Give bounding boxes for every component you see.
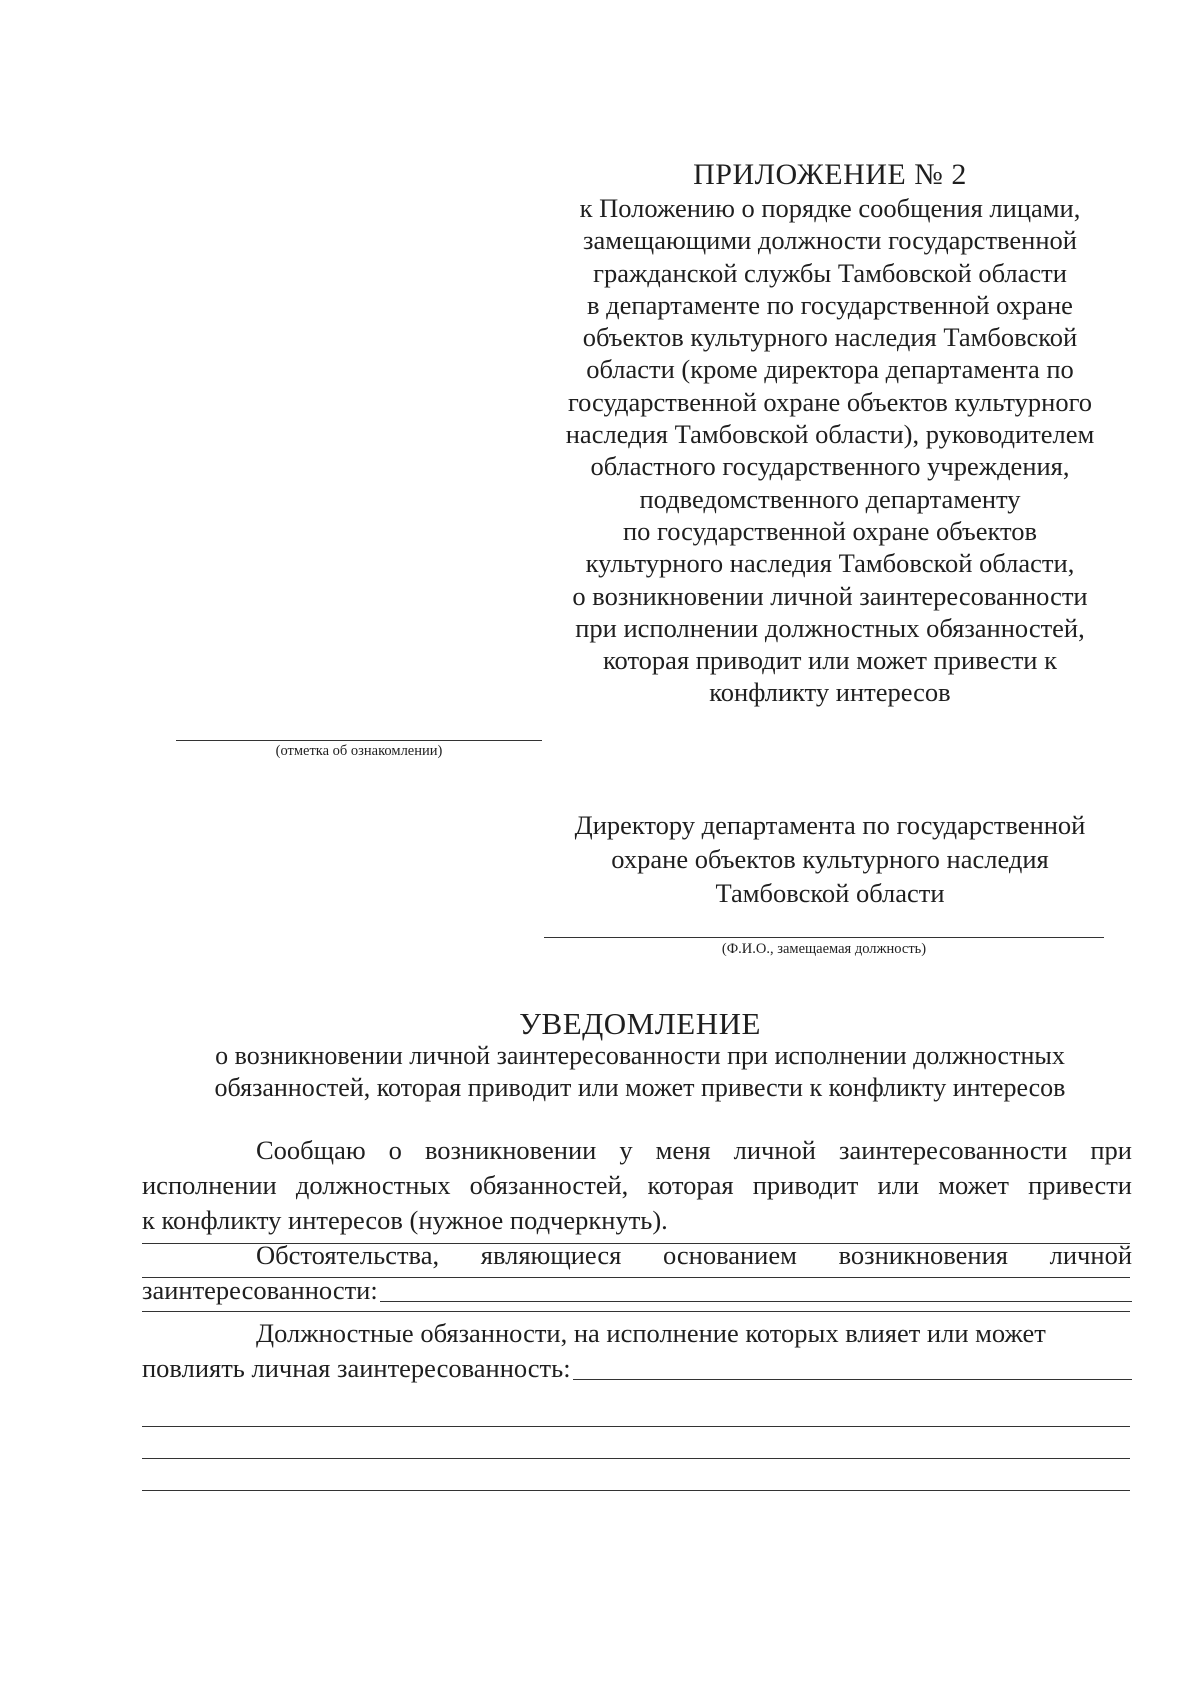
addressee-line: Тамбовской области bbox=[715, 878, 945, 908]
appendix-line: культурного наследия Тамбовской области, bbox=[585, 548, 1075, 579]
circumstances-blank-line[interactable] bbox=[142, 1277, 1130, 1278]
fio-position-field[interactable] bbox=[544, 937, 1104, 938]
circumstances-blank-line[interactable] bbox=[142, 1311, 1130, 1312]
appendix-line: о возникновении личной заинтересованности bbox=[572, 580, 1088, 611]
appendix-line: наследия Тамбовской области), руководителем bbox=[565, 419, 1095, 450]
duties-heading: Должностные обязанности, на исполнение которых влияет или может bbox=[256, 1318, 1046, 1348]
duties-blank-line[interactable] bbox=[142, 1490, 1130, 1491]
appendix-line: государственной охране объектов культурного bbox=[567, 386, 1093, 417]
circumstances-label: заинтересованности: bbox=[142, 1275, 378, 1305]
duties-blank-line[interactable] bbox=[142, 1426, 1130, 1427]
appendix-line: гражданской службы Тамбовской области bbox=[593, 257, 1067, 288]
notice-body bbox=[142, 1133, 1132, 1308]
paragraph-line: Сообщаю о возникновении у меня личной заинтересованности при bbox=[256, 1135, 1132, 1165]
appendix-line: в департаменте по государственной охране bbox=[587, 289, 1073, 320]
circumstances-row bbox=[142, 1273, 1132, 1308]
appendix-line: при исполнении должностных обязанностей, bbox=[575, 612, 1085, 643]
duties-field[interactable] bbox=[573, 1379, 1132, 1380]
acknowledgement-caption: (отметка об ознакомлении) bbox=[275, 743, 443, 759]
notice-subtitle bbox=[140, 1040, 1140, 1104]
appendix-line: объектов культурного наследия Тамбовской bbox=[582, 322, 1078, 353]
addressee-line: Директору департамента по государственной bbox=[574, 810, 1086, 840]
appendix-line: подведомственного департаменту bbox=[639, 483, 1021, 514]
duties-blank-line[interactable] bbox=[142, 1458, 1130, 1459]
appendix-header bbox=[530, 158, 1130, 709]
appendix-line: конфликту интересов bbox=[709, 677, 951, 708]
duties-row bbox=[142, 1351, 1132, 1386]
appendix-line: областного государственного учреждения, bbox=[590, 451, 1070, 482]
acknowledgement-line[interactable] bbox=[176, 740, 542, 741]
appendix-title: ПРИЛОЖЕНИЕ № 2 bbox=[693, 158, 967, 191]
addressee-block bbox=[530, 808, 1130, 910]
duties-section bbox=[142, 1316, 1132, 1386]
addressee-line: охране объектов культурного наследия bbox=[611, 844, 1049, 874]
circumstances-field[interactable] bbox=[380, 1301, 1132, 1302]
appendix-line: области (кроме директора департамента по bbox=[586, 354, 1074, 385]
paragraph-line: исполнении должностных обязанностей, которая приводит или может привести bbox=[142, 1170, 1132, 1200]
notice-subtitle-line: о возникновении личной заинтересованности при исполнении должностных bbox=[215, 1041, 1065, 1070]
appendix-line: замещающими должности государственной bbox=[583, 225, 1077, 256]
appendix-line: по государственной охране объектов bbox=[622, 515, 1038, 546]
paragraph-line: к конфликту интересов (нужное подчеркнуть). bbox=[142, 1205, 668, 1235]
duties-label: повлиять личная заинтересованность: bbox=[142, 1353, 571, 1383]
circumstances-blank-line[interactable] bbox=[142, 1243, 1130, 1244]
notice-title: УВЕДОМЛЕНИЕ bbox=[519, 1006, 761, 1041]
circumstances-heading: Обстоятельства, являющиеся основанием возникновения личной bbox=[256, 1240, 1132, 1270]
appendix-line: к Положению о порядке сообщения лицами, bbox=[579, 193, 1081, 223]
fio-position-caption: (Ф.И.О., замещаемая должность) bbox=[721, 941, 927, 957]
appendix-line: которая приводит или может привести к bbox=[603, 645, 1057, 676]
notice-subtitle-line: обязанностей, которая приводит или может привести к конфликту интересов bbox=[214, 1073, 1066, 1102]
